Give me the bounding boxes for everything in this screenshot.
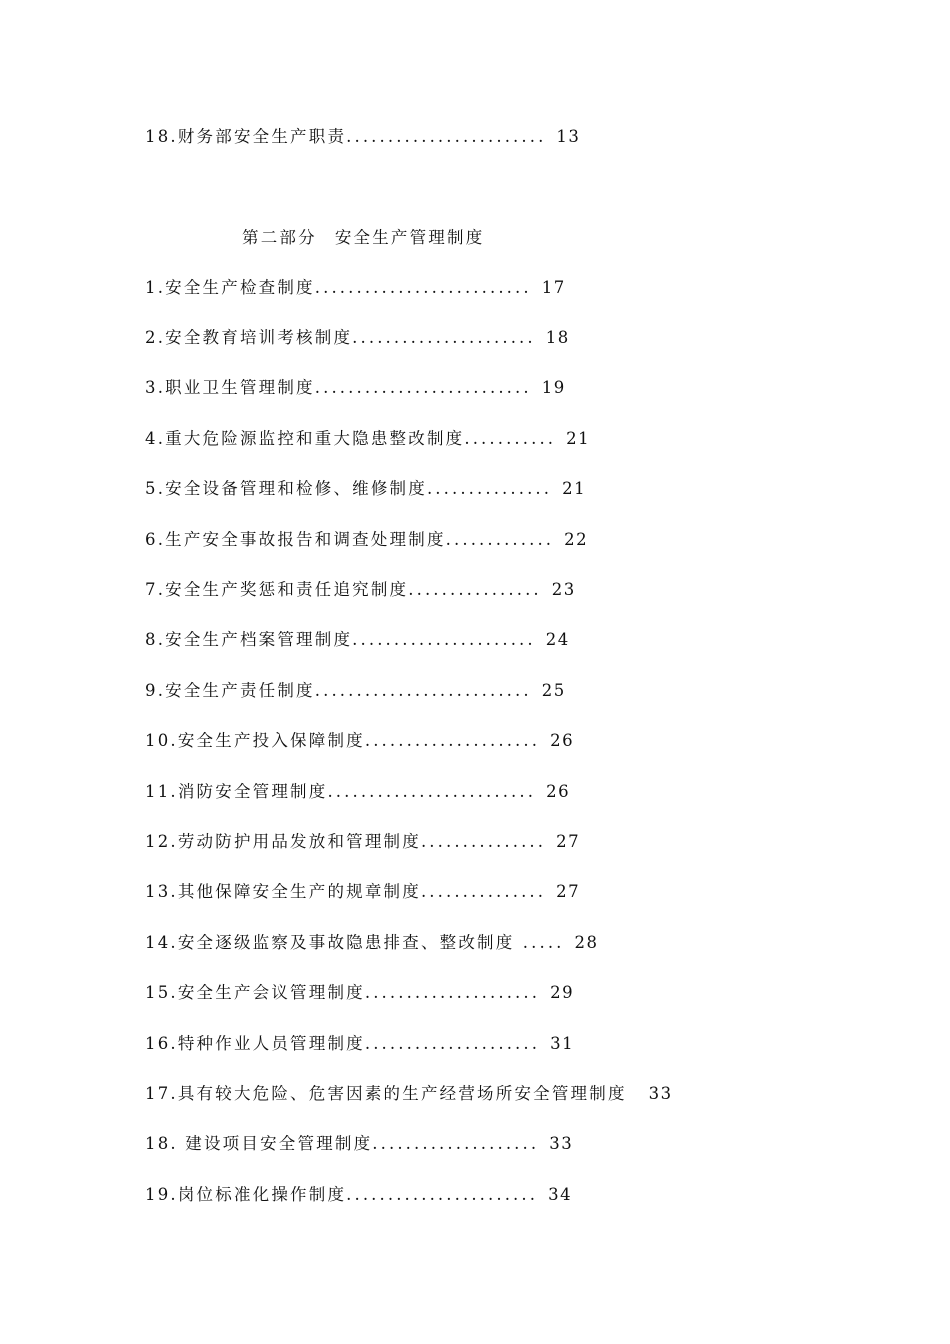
toc-entry-page: 28 <box>574 933 599 952</box>
toc-entry-leader: ......................... <box>327 782 537 801</box>
toc-entry-leader: ............. <box>445 530 555 549</box>
toc-entry-page: 23 <box>551 580 576 599</box>
toc-entry-leader: .......................... <box>314 681 532 700</box>
toc-entry <box>145 931 599 955</box>
toc-entry-page: 34 <box>548 1185 573 1204</box>
toc-entry-page: 21 <box>566 429 591 448</box>
toc-entry-leader: ........................ <box>346 127 547 146</box>
toc-entry <box>145 1132 573 1156</box>
toc-entry <box>145 427 590 451</box>
toc-entry-leader: ............... <box>420 882 547 901</box>
toc-entry-page: 21 <box>562 479 587 498</box>
toc-entry-title: 2.安全教育培训考核制度 <box>145 328 353 347</box>
toc-entry-page: 25 <box>541 681 566 700</box>
toc-entry-title: 19.岗位标准化操作制度 <box>145 1185 347 1204</box>
toc-entry-title: 3.职业卫生管理制度 <box>145 378 315 397</box>
toc-entry-page: 26 <box>550 731 575 750</box>
toc-entry-leader: .......................... <box>314 278 532 297</box>
toc-entry-title: 16.特种作业人员管理制度 <box>145 1034 365 1053</box>
toc-entry <box>145 981 574 1005</box>
toc-entry-leader: .......................... <box>314 378 532 397</box>
toc-entry-leader: ............... <box>420 832 547 851</box>
toc-entry <box>145 729 574 753</box>
toc-entry-leader: .................... <box>372 1134 540 1153</box>
toc-entry-leader: ................ <box>408 580 542 599</box>
toc-entry <box>145 880 580 904</box>
toc-entry-leader: ..................... <box>364 1034 541 1053</box>
toc-entry-page: 22 <box>564 530 589 549</box>
toc-entry <box>145 477 586 501</box>
toc-entry-title: 18.财务部安全生产职责 <box>145 127 347 146</box>
toc-entry-page: 24 <box>545 630 570 649</box>
toc-entry-page: 27 <box>556 882 581 901</box>
toc-entry <box>145 1082 673 1106</box>
toc-entry <box>145 628 570 652</box>
toc-entry-leader: ...................... <box>352 630 536 649</box>
toc-entry <box>145 528 588 552</box>
toc-entry-leader: ..... <box>514 933 565 952</box>
toc-entry-leader: ............... <box>426 479 553 498</box>
toc-entry-title: 18. 建设项目安全管理制度 <box>145 1134 373 1153</box>
toc-entry <box>145 679 566 703</box>
toc-entry-page: 29 <box>550 983 575 1002</box>
toc-entry-title: 5.安全设备管理和检修、维修制度 <box>145 479 427 498</box>
toc-entry-title: 8.安全生产档案管理制度 <box>145 630 353 649</box>
toc-entry-page: 19 <box>541 378 566 397</box>
toc-entry-title: 17.具有较大危险、危害因素的生产经营场所安全管理制度 <box>145 1084 627 1103</box>
toc-entry-title: 14.安全逐级监察及事故隐患排查、整改制度 <box>145 933 515 952</box>
toc-entry-title: 11.消防安全管理制度 <box>145 782 328 801</box>
toc-entry-title: 4.重大危险源监控和重大隐患整改制度 <box>145 429 465 448</box>
toc-entry <box>145 578 576 602</box>
toc-entry-page: 18 <box>545 328 570 347</box>
toc-entry <box>145 1032 574 1056</box>
section-heading <box>242 226 484 250</box>
toc-entry-leader: ...................... <box>352 328 536 347</box>
toc-entry-title: 10.安全生产投入保障制度 <box>145 731 365 750</box>
toc-entry-page: 26 <box>546 782 571 801</box>
toc-entry-leader: ........... <box>464 429 557 448</box>
toc-entry-page: 33 <box>549 1134 574 1153</box>
section-title: 安全生产管理制度 <box>334 228 485 247</box>
section-part: 第二部分 <box>242 228 317 247</box>
toc-entry-page: 17 <box>541 278 566 297</box>
toc-entry-leader: ....................... <box>346 1185 539 1204</box>
toc-entry <box>145 830 580 854</box>
toc-entry-title: 12.劳动防护用品发放和管理制度 <box>145 832 421 851</box>
toc-entry-leader: ..................... <box>364 983 541 1002</box>
toc-entry-leader: ..................... <box>364 731 541 750</box>
toc-entry-page: 13 <box>556 127 581 146</box>
toc-entry-page: 33 <box>648 1084 673 1103</box>
toc-entry-title: 15.安全生产会议管理制度 <box>145 983 365 1002</box>
toc-entry-title: 1.安全生产检查制度 <box>145 278 315 297</box>
toc-entry <box>145 1183 572 1207</box>
toc-entry-page: 27 <box>556 832 581 851</box>
toc-entry-title: 7.安全生产奖惩和责任追究制度 <box>145 580 409 599</box>
toc-entry-title: 9.安全生产责任制度 <box>145 681 315 700</box>
toc-entry-page: 31 <box>550 1034 575 1053</box>
toc-entry <box>145 125 580 149</box>
toc-entry <box>145 276 566 300</box>
toc-entry <box>145 326 570 350</box>
toc-entry <box>145 780 570 804</box>
toc-entry-title: 6.生产安全事故报告和调查处理制度 <box>145 530 446 549</box>
toc-entry <box>145 376 566 400</box>
toc-entry-title: 13.其他保障安全生产的规章制度 <box>145 882 421 901</box>
